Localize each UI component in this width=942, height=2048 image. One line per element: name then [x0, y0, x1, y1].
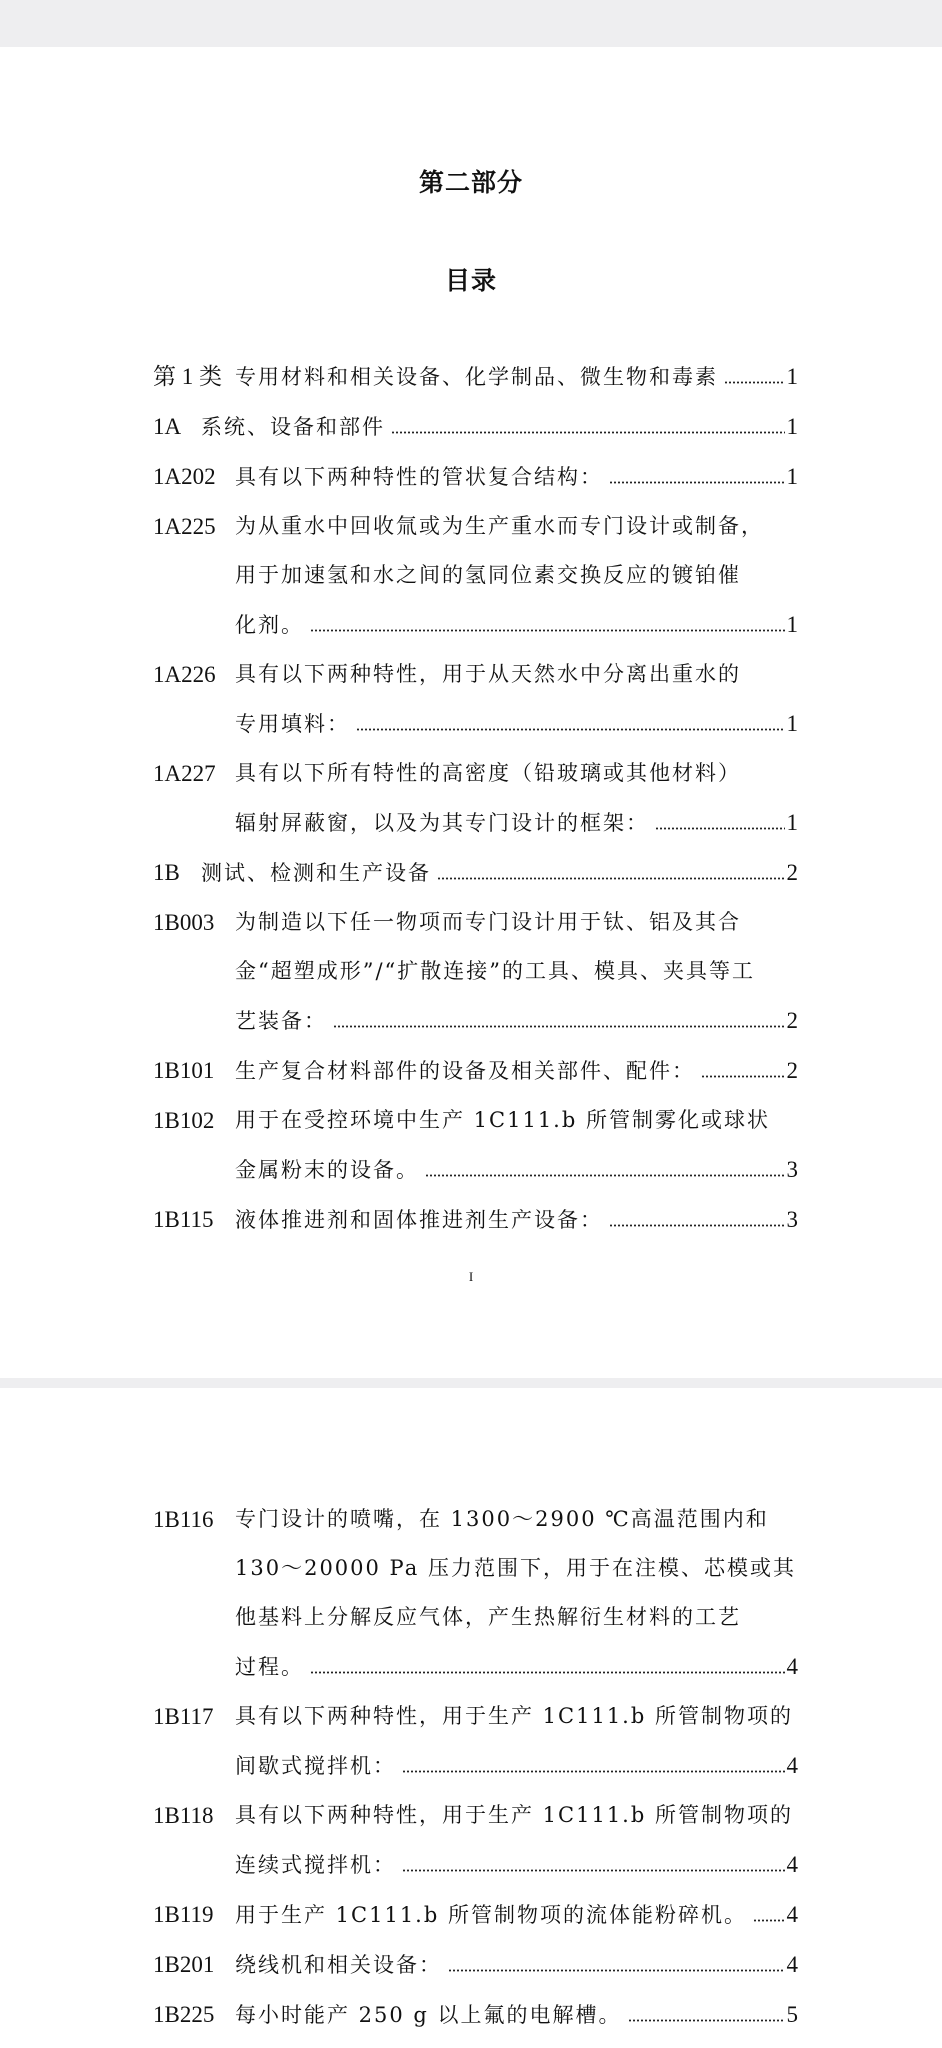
- dot-leader: [425, 1174, 785, 1177]
- toc-entry[interactable]: [153, 452, 798, 502]
- toc-entry-line: 用于加速氢和水之间的氢同位素交换反应的镀铂催: [235, 563, 741, 587]
- toc-entry-code: 1A: [153, 414, 182, 439]
- toc-entry-page-number: 4: [786, 1902, 798, 1927]
- toc-entry-title: [235, 1890, 798, 1940]
- toc-entry-title: [235, 898, 798, 1046]
- toc-entry-code: 1B201: [153, 1952, 215, 1977]
- toc-entry-code: 1B: [153, 860, 180, 885]
- toc-entry-line: [235, 996, 798, 1046]
- toc-entry-code: 1B102: [153, 1108, 215, 1133]
- table-of-contents: [153, 352, 798, 1245]
- toc-entry[interactable]: [153, 1890, 798, 1940]
- toc-entry[interactable]: [153, 749, 798, 848]
- toc-entry-line: [235, 352, 798, 402]
- toc-entry-title: [235, 1046, 798, 1096]
- toc-entry-code: 1B116: [153, 1507, 214, 1532]
- dot-leader: [391, 431, 785, 434]
- toc-entry-page-number: 2: [786, 1058, 798, 1083]
- table-of-contents-continued: [153, 1495, 798, 2040]
- toc-entry-line: [235, 1642, 798, 1692]
- dot-leader: [310, 629, 785, 632]
- dot-leader: [753, 1919, 785, 1922]
- toc-entry-title: [235, 352, 798, 402]
- toc-entry-page-number: 4: [786, 1654, 798, 1679]
- toc-entry-line: [235, 1890, 798, 1940]
- toc-entry-line: 用于在受控环境中生产 1C111.b 所管制雾化或球状: [235, 1108, 770, 1132]
- toc-entry-page-number: 4: [786, 1753, 798, 1778]
- toc-entry-line: [235, 699, 798, 749]
- toc-entry-page-number: 1: [786, 612, 798, 637]
- toc-entry-text: 系统、设备和部件: [201, 415, 385, 439]
- toc-entry-text: 辐射屏蔽窗，以及为其专门设计的框架：: [235, 811, 649, 835]
- toc-entry-line: [235, 1145, 798, 1195]
- toc-entry-page-number: 1: [786, 414, 798, 439]
- toc-entry-line: [235, 1195, 798, 1245]
- toc-entry-code: 1B225: [153, 2002, 215, 2027]
- toc-entry[interactable]: [153, 898, 798, 1046]
- toc-entry-line: [235, 1990, 798, 2040]
- toc-entry-line: [235, 1741, 798, 1791]
- toc-entry-page-number: 2: [786, 1008, 798, 1033]
- toc-entry-text: 生产复合材料部件的设备及相关部件、配件：: [235, 1059, 695, 1083]
- toc-entry-code: 1B119: [153, 1902, 214, 1927]
- dot-leader: [609, 481, 785, 484]
- toc-entry-code: 1B115: [153, 1207, 214, 1232]
- dot-leader: [402, 1770, 785, 1773]
- toc-entry[interactable]: [153, 352, 798, 402]
- toc-entry-title: [235, 650, 798, 749]
- toc-entry-line: 具有以下两种特性，用于生产 1C111.b 所管制物项的: [235, 1803, 793, 1827]
- toc-entry-page-number: 1: [786, 464, 798, 489]
- toc-entry[interactable]: [153, 502, 798, 650]
- toc-entry-page-number: 2: [786, 860, 798, 885]
- toc-entry[interactable]: [153, 402, 798, 452]
- toc-entry-text: 专用填料：: [235, 712, 350, 736]
- toc-entry-title: [235, 1096, 798, 1195]
- toc-entry-code: 1A202: [153, 464, 216, 489]
- toc-entry-code: 1B003: [153, 910, 215, 935]
- toc-entry-line: 为制造以下任一物项而专门设计用于钛、铝及其合: [235, 910, 741, 934]
- dot-leader: [333, 1025, 785, 1028]
- toc-entry-line: [201, 848, 798, 898]
- toc-entry-page-number: 1: [786, 711, 798, 736]
- toc-heading: 目录: [444, 266, 497, 295]
- toc-entry-text: 用于生产 1C111.b 所管制物项的流体能粉碎机。: [235, 1903, 747, 1927]
- toc-entry[interactable]: [153, 848, 798, 898]
- dot-leader: [310, 1671, 785, 1674]
- toc-entry-code: 第 1 类: [153, 364, 222, 389]
- toc-entry-code: 1B118: [153, 1803, 214, 1828]
- toc-entry-line: 专门设计的喷嘴，在 1300～2900 ℃高温范围内和: [235, 1507, 769, 1531]
- toc-entry-page-number: 4: [786, 1952, 798, 1977]
- toc-entry-title: [235, 1990, 798, 2040]
- toc-entry-line: 为从重水中回收氚或为生产重水而专门设计或制备，: [235, 514, 764, 538]
- toc-entry-title: [201, 402, 798, 452]
- toc-entry-line: 具有以下所有特性的高密度（铅玻璃或其他材料）: [235, 761, 741, 785]
- toc-entry-page-number: 3: [786, 1207, 798, 1232]
- dot-leader: [356, 728, 785, 731]
- toc-entry-line: [201, 402, 798, 452]
- dot-leader: [655, 827, 785, 830]
- toc-entry[interactable]: [153, 1990, 798, 2040]
- toc-entry-title: [235, 452, 798, 502]
- toc-entry[interactable]: [153, 1791, 798, 1890]
- toc-entry[interactable]: [153, 1096, 798, 1195]
- toc-entry-line: [235, 452, 798, 502]
- toc-entry-code: 1A225: [153, 514, 216, 539]
- toc-entry-title: [235, 502, 798, 650]
- toc-entry[interactable]: [153, 1046, 798, 1096]
- dot-leader: [609, 1224, 785, 1227]
- toc-entry-line: 他基料上分解反应气体，产生热解衍生材料的工艺: [235, 1605, 741, 1629]
- dot-leader: [701, 1075, 785, 1078]
- toc-entry-page-number: 1: [786, 810, 798, 835]
- toc-entry-line: 130～20000 Pa 压力范围下，用于在注模、芯模或其: [235, 1556, 796, 1580]
- document-page-2: [0, 1388, 942, 2048]
- toc-entry-code: 1A226: [153, 662, 216, 687]
- toc-entry-text: 过程。: [235, 1655, 304, 1679]
- toc-entry-page-number: 1: [786, 364, 798, 389]
- toc-entry-line: 具有以下两种特性，用于从天然水中分离出重水的: [235, 662, 741, 686]
- dot-leader: [448, 1969, 785, 1972]
- toc-entry-title: [235, 1940, 798, 1990]
- toc-entry-text: 金属粉末的设备。: [235, 1158, 419, 1182]
- toc-entry-page-number: 5: [786, 2002, 798, 2027]
- toc-entry[interactable]: [153, 650, 798, 749]
- toc-entry-text: 具有以下两种特性的管状复合结构：: [235, 465, 603, 489]
- toc-entry-code: 1A227: [153, 761, 216, 786]
- toc-entry-text: 测试、检测和生产设备: [201, 861, 431, 885]
- toc-entry-text: 连续式搅拌机：: [235, 1853, 396, 1877]
- toc-entry[interactable]: [153, 1195, 798, 1245]
- toc-entry-line: [235, 1940, 798, 1990]
- dot-leader: [437, 877, 785, 880]
- document-page-1: [0, 47, 942, 1378]
- toc-entry-text: 每小时能产 250 g 以上氟的电解槽。: [235, 2003, 622, 2027]
- toc-entry-code: 1B117: [153, 1704, 214, 1729]
- toc-entry-page-number: 3: [786, 1157, 798, 1182]
- toc-entry-line: [235, 1046, 798, 1096]
- toc-entry-text: 液体推进剂和固体推进剂生产设备：: [235, 1208, 603, 1232]
- part-heading: 第二部分: [418, 168, 523, 197]
- toc-entry-title: [201, 848, 798, 898]
- toc-entry-line: 金“超塑成形”/“扩散连接”的工具、模具、夹具等工: [235, 959, 756, 983]
- dot-leader: [402, 1869, 785, 1872]
- toc-entry-page-number: 4: [786, 1852, 798, 1877]
- toc-entry-text: 专用材料和相关设备、化学制品、微生物和毒素: [235, 365, 718, 389]
- dot-leader: [628, 2019, 785, 2022]
- toc-entry[interactable]: [153, 1940, 798, 1990]
- toc-entry-title: [235, 1495, 798, 1692]
- dot-leader: [724, 381, 785, 384]
- toc-entry-line: [235, 798, 798, 848]
- page-number: I: [468, 1269, 474, 1284]
- toc-entry-line: 具有以下两种特性，用于生产 1C111.b 所管制物项的: [235, 1704, 793, 1728]
- toc-entry-title: [235, 1692, 798, 1791]
- toc-entry[interactable]: [153, 1692, 798, 1791]
- toc-entry-text: 化剂。: [235, 613, 304, 637]
- toc-entry-text: 间歇式搅拌机：: [235, 1754, 396, 1778]
- toc-entry-line: [235, 1840, 798, 1890]
- toc-entry-title: [235, 1195, 798, 1245]
- toc-entry-code: 1B101: [153, 1058, 215, 1083]
- toc-entry-line: [235, 600, 798, 650]
- toc-entry-title: [235, 749, 798, 848]
- toc-entry-text: 艺装备：: [235, 1009, 327, 1033]
- toc-entry-text: 绕线机和相关设备：: [235, 1953, 442, 1977]
- toc-entry[interactable]: [153, 1495, 798, 1692]
- toc-entry-title: [235, 1791, 798, 1890]
